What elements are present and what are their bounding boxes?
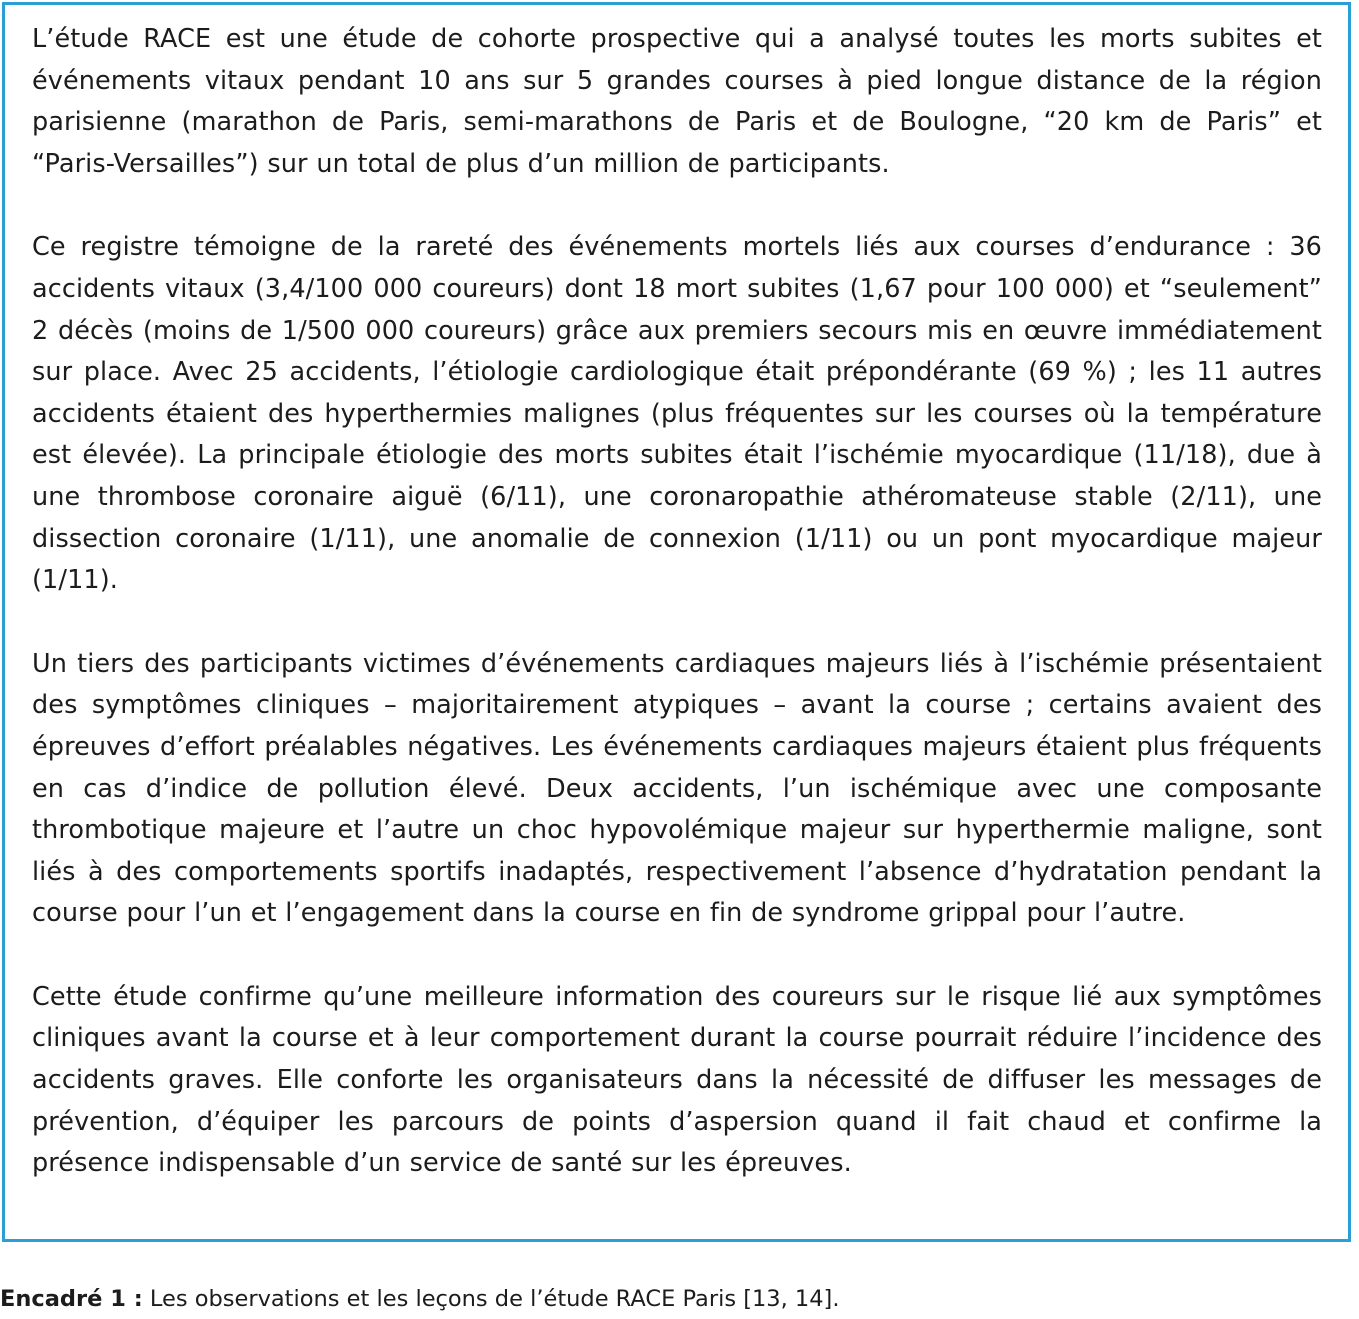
- caption-label: Encadré 1 :: [0, 1286, 143, 1312]
- paragraph-study-description: L’étude RACE est une étude de cohorte prospective qui a analysé toutes les morts subites et événements vitaux pendant 10 ans sur 5 grandes courses à pied longue distance de la région parisienne (marathon de Paris, semi-marathons de Paris et de Boulogne, “20 km de Paris” et “Paris-Versailles”) sur un total de plus d’un million de participants.: [32, 24, 1322, 179]
- paragraph-cardiac-events: Un tiers des participants victimes d’événements cardiaques majeurs liés à l’ischémie présentaient des symptômes cliniques – majoritairement atypiques – avant la course ; certains avaient des épreuves d’effort préalables négatives. Les événements cardiaques majeurs étaient plus fréquents en cas d’indice de pollution élevé. Deux accidents, l’un ischémique avec une composante thrombotique majeure et l’autre un choc hypovolémique majeur sur hyperthermie maligne, sont liés à des comportements sportifs inadaptés, respectivement l’absence d’hydratation pendant la course pour l’un et l’engagement dans la course en fin de syndrome grippal pour l’autre.: [32, 648, 1322, 929]
- paragraph-registry-results: Ce registre témoigne de la rareté des événements mortels liés aux courses d’endurance : 36 accidents vitaux (3,4/100 000 coureurs) dont 18 mort subites (1,67 pour 100 000) et “seulement” 2 décès (moins de 1/500 000 coureurs) grâce aux premiers secours mis en œuvre immédiatement sur place. Avec 25 accidents, l’étiologie cardiologique était prépondérante (69 %) ; les 11 autres accidents étaient des hyperthermies malignes (plus fréquentes sur les courses où la température est élevée). La principale étiologie des morts subites était l’ischémie myocardique (11/18), due à une thrombose coronaire aiguë (6/11), une coronaropathie athéromateuse stable (2/11), une dissection coronaire (1/11), une anomalie de connexion (1/11) ou un pont myocardique majeur (1/11).: [32, 232, 1322, 596]
- text-box: [2, 2, 1351, 1242]
- paragraph-conclusion: Cette étude confirme qu’une meilleure information des coureurs sur le risque lié aux symptômes cliniques avant la course et à leur comportement durant la course pourrait réduire l’incidence des accidents graves. Elle conforte les organisateurs dans la nécessité de diffuser les messages de prévention, d’équiper les parcours de points d’aspersion quand il fait chaud et confirme la présence indispensable d’un service de santé sur les épreuves.: [32, 981, 1322, 1179]
- caption-text: Les observations et les leçons de l’étude RACE Paris [13, 14].: [142, 1286, 840, 1312]
- figure-caption: [0, 1284, 839, 1314]
